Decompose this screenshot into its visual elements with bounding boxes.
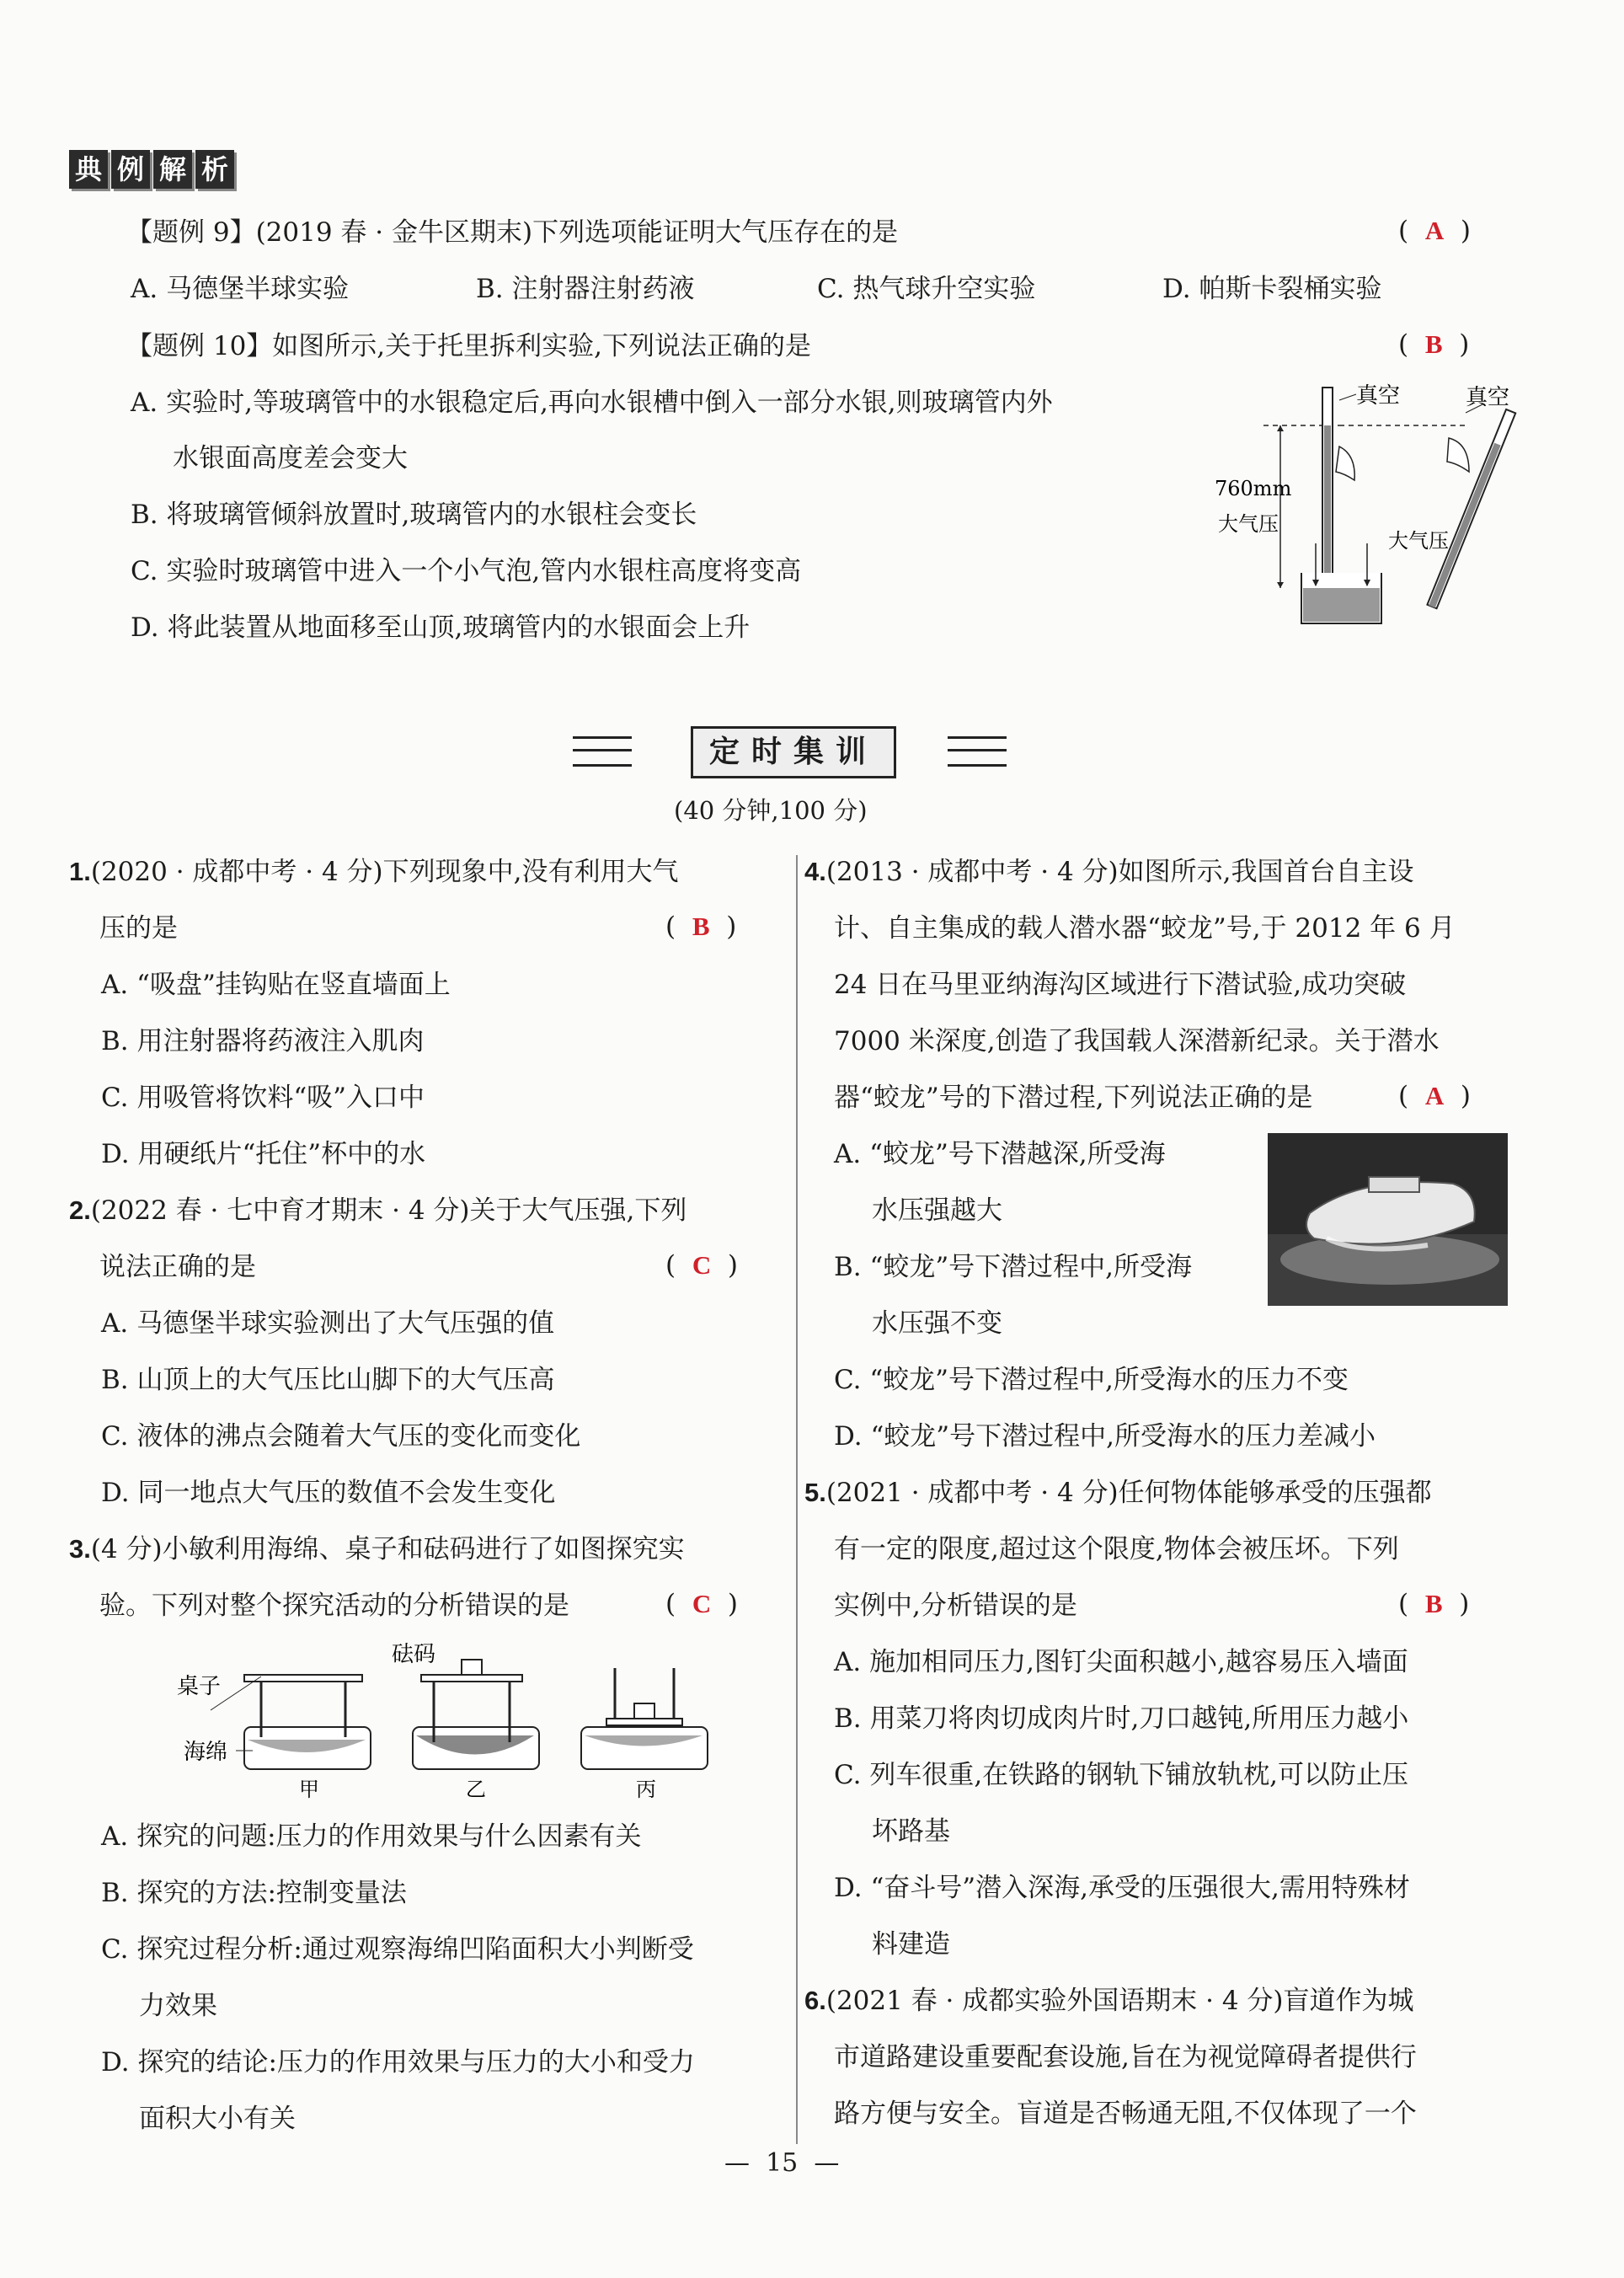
banner-title: 定时集训 — [691, 726, 896, 778]
label-pressure-1: 大气压 — [1218, 512, 1279, 536]
q2-stem-2: 说法正确的是 — [99, 1252, 256, 1282]
q6-line-1: 6.(2021 春 · 成都实验外国语期末 · 4 分)盲道作为城 — [804, 1986, 1414, 2016]
q2-answer: ( C ) — [665, 1250, 739, 1281]
option: D. “奋斗号”潜入深海,承受的压强很大,需用特殊材 — [834, 1873, 1410, 1903]
header-char: 析 — [195, 150, 234, 189]
label-bing: 丙 — [636, 1778, 656, 1801]
option: 力效果 — [139, 1991, 217, 2021]
option: A. 马德堡半球实验 — [131, 274, 350, 304]
example-9-answer: ( A ) — [1398, 216, 1472, 246]
example-9-stem: 【题例 9】(2019 春 · 金牛区期末)下列选项能证明大气压存在的是 — [126, 217, 899, 248]
option: B. 探究的方法:控制变量法 — [101, 1878, 407, 1908]
option: C. 用吸管将饮料“吸”入口中 — [101, 1083, 425, 1113]
submersible-photo — [1268, 1133, 1508, 1306]
sponge-experiment-figure — [177, 1643, 716, 1803]
option: C. 探究过程分析:通过观察海绵凹陷面积大小判断受 — [101, 1934, 694, 1965]
header-char: 解 — [153, 150, 192, 189]
q5-line-1: 5.(2021 · 成都中考 · 4 分)任何物体能够承受的压强都 — [804, 1478, 1432, 1508]
q4-line-3: 24 日在马里亚纳海沟区域进行下潜试验,成功突破 — [834, 970, 1407, 1000]
q1-answer: ( B ) — [665, 912, 737, 942]
label-pressure-2: 大气压 — [1388, 529, 1449, 553]
option: B. “蛟龙”号下潜过程中,所受海 — [834, 1252, 1193, 1282]
q4-line-5: 器“蛟龙”号的下潜过程,下列说法正确的是 — [834, 1083, 1313, 1113]
label-vacuum-2: 真空 — [1466, 385, 1510, 410]
option: D. 探究的结论:压力的作用效果与压力的大小和受力 — [101, 2047, 695, 2077]
q1-stem: 1.(2020 · 成都中考 · 4 分)下列现象中,没有利用大气 — [69, 857, 679, 887]
torricelli-figure — [1213, 379, 1525, 632]
banner-subtitle: (40 分钟,100 分) — [674, 796, 868, 825]
column-divider — [796, 855, 798, 2144]
option: 料建造 — [872, 1929, 950, 1960]
label-table: 桌子 — [177, 1674, 222, 1699]
label-yi: 乙 — [466, 1778, 486, 1801]
label-weight: 砝码 — [392, 1643, 436, 1667]
option: B. 注射器注射药液 — [476, 274, 695, 304]
q6-line-3: 路方便与安全。盲道是否畅通无阻,不仅体现了一个 — [834, 2099, 1417, 2129]
option: D. “蛟龙”号下潜过程中,所受海水的压力差减小 — [834, 1421, 1376, 1452]
option: 水银面高度差会变大 — [173, 443, 408, 473]
option: D. 帕斯卡裂桶实验 — [1162, 274, 1382, 304]
q4-line-2: 计、自主集成的载人潜水器“蛟龙”号,于 2012 年 6 月 — [834, 913, 1456, 944]
option: A. “蛟龙”号下潜越深,所受海 — [834, 1139, 1166, 1169]
option: A. 施加相同压力,图钉尖面积越小,越容易压入墙面 — [834, 1647, 1408, 1677]
option: 水压强不变 — [872, 1308, 1002, 1339]
example-10-stem: 【题例 10】如图所示,关于托里拆利实验,下列说法正确的是 — [126, 331, 812, 361]
option: C. 液体的沸点会随着大气压的变化而变化 — [101, 1421, 581, 1452]
option: C. 列车很重,在铁路的钢轨下铺放轨枕,可以防止压 — [834, 1760, 1409, 1790]
option: 坏路基 — [872, 1816, 950, 1847]
q4-line-4: 7000 米深度,创造了我国载人深潜新纪录。关于潜水 — [834, 1026, 1440, 1056]
q5-line-2: 有一定的限度,超过这个限度,物体会被压坏。下列 — [834, 1534, 1399, 1564]
q4-line-1: 4.(2013 · 成都中考 · 4 分)如图所示,我国首台自主设 — [804, 857, 1414, 887]
header-char: 例 — [111, 150, 150, 189]
banner-lines-left — [573, 736, 632, 767]
option: 水压强越大 — [872, 1195, 1002, 1226]
option: C. 热气球升空实验 — [817, 274, 1036, 304]
option: D. 用硬纸片“托住”杯中的水 — [101, 1139, 426, 1169]
option: A. 实验时,等玻璃管中的水银稳定后,再向水银槽中倒入一部分水银,则玻璃管内外 — [131, 388, 1053, 418]
label-sponge: 海绵 — [184, 1740, 228, 1765]
option: B. 用注射器将药液注入肌肉 — [101, 1026, 425, 1056]
q5-answer: ( B ) — [1398, 1589, 1470, 1619]
option: C. “蛟龙”号下潜过程中,所受海水的压力不变 — [834, 1365, 1349, 1395]
q1-stem-2: 压的是 — [99, 913, 178, 944]
header-char: 典 — [69, 150, 108, 189]
label-vacuum-1: 真空 — [1356, 383, 1401, 409]
q2-stem: 2.(2022 春 · 七中育才期末 · 4 分)关于大气压强,下列 — [69, 1195, 687, 1226]
q3-stem: 3.(4 分)小敏利用海绵、桌子和砝码进行了如图探究实 — [69, 1534, 685, 1564]
page-number: — 15 — — [724, 2148, 840, 2178]
option: D. 将此装置从地面移至山顶,玻璃管内的水银面会上升 — [131, 612, 751, 643]
q6-line-2: 市道路建设重要配套设施,旨在为视觉障碍者提供行 — [834, 2042, 1417, 2072]
q5-line-3: 实例中,分析错误的是 — [834, 1591, 1077, 1621]
q4-answer: ( A ) — [1398, 1081, 1472, 1111]
option: A. “吸盘”挂钩贴在竖直墙面上 — [101, 970, 451, 1000]
option: A. 探究的问题:压力的作用效果与什么因素有关 — [101, 1821, 642, 1852]
option: B. 山顶上的大气压比山脚下的大气压高 — [101, 1365, 555, 1395]
banner-lines-right — [948, 736, 1007, 767]
label-760mm: 760mm — [1215, 477, 1292, 500]
q3-answer: ( C ) — [665, 1589, 739, 1619]
option: 面积大小有关 — [139, 2104, 296, 2134]
q3-stem-2: 验。下列对整个探究活动的分析错误的是 — [99, 1591, 569, 1621]
option: B. 将玻璃管倾斜放置时,玻璃管内的水银柱会变长 — [131, 500, 697, 530]
example-10-answer: ( B ) — [1398, 329, 1470, 360]
section-header — [69, 150, 238, 189]
option: C. 实验时玻璃管中进入一个小气泡,管内水银柱高度将变高 — [131, 556, 802, 586]
option: A. 马德堡半球实验测出了大气压强的值 — [101, 1308, 555, 1339]
label-jia: 甲 — [299, 1778, 319, 1801]
option: D. 同一地点大气压的数值不会发生变化 — [101, 1478, 556, 1508]
option: B. 用菜刀将肉切成肉片时,刀口越钝,所用压力越小 — [834, 1703, 1409, 1734]
